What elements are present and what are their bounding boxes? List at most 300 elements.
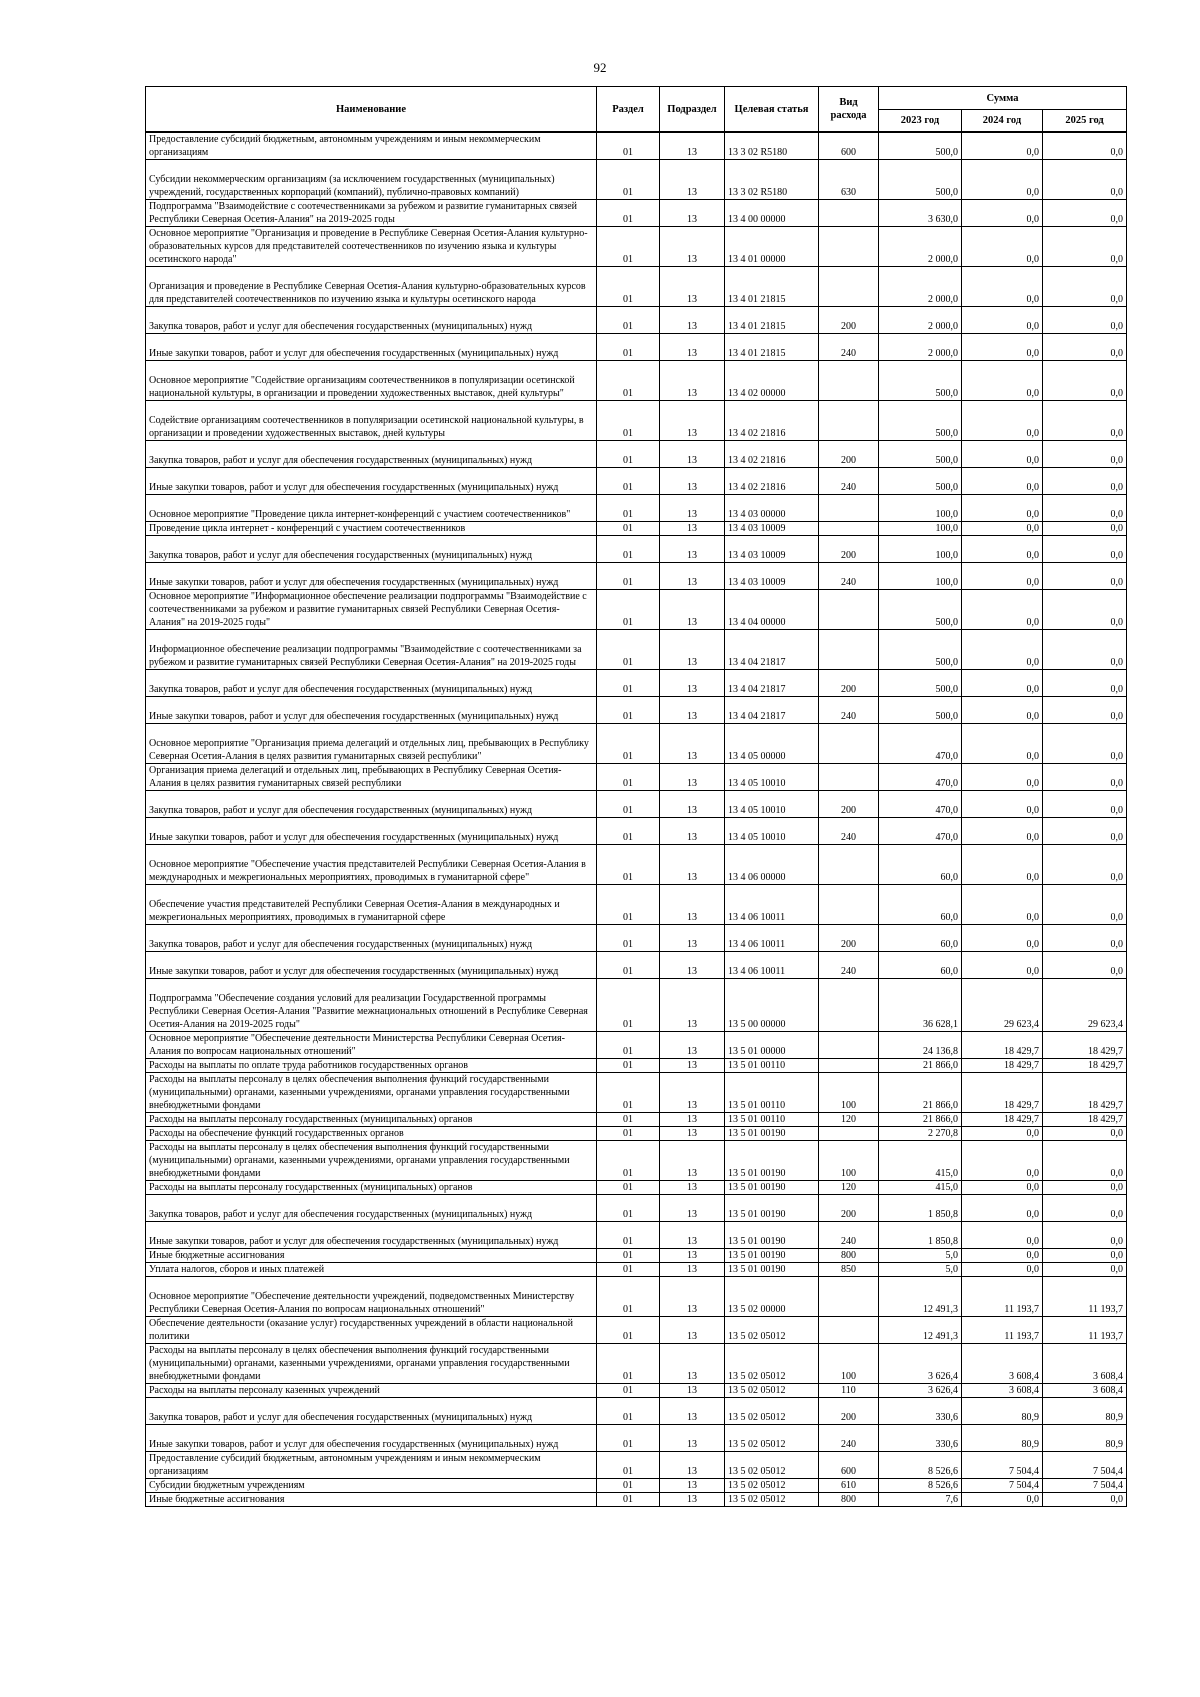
row-name: Основное мероприятие "Организация и проведение в Республике Северная Осетия-Алания культурно-образовательных курсов для представителей соотечественников по изучению языка и культуры осетинского народа" xyxy=(146,227,597,267)
row-name: Иные закупки товаров, работ и услуг для обеспечения государственных (муниципальных) нужд xyxy=(146,563,597,590)
row-expense-type xyxy=(819,1277,879,1317)
row-target-article: 13 5 01 00000 xyxy=(725,1032,819,1059)
row-target-article: 13 5 02 05012 xyxy=(725,1344,819,1384)
row-section: 01 xyxy=(597,1127,660,1141)
row-sum-2025: 0,0 xyxy=(1043,885,1127,925)
row-subsection: 13 xyxy=(660,267,725,307)
table-row xyxy=(146,630,1127,670)
row-sum-2024: 0,0 xyxy=(962,495,1043,522)
table-row xyxy=(146,441,1127,468)
table-row xyxy=(146,267,1127,307)
row-sum-2025: 0,0 xyxy=(1043,1493,1127,1507)
row-sum-2025: 0,0 xyxy=(1043,670,1127,697)
row-sum-2023: 2 270,8 xyxy=(879,1127,962,1141)
row-section: 01 xyxy=(597,1479,660,1493)
row-sum-2023: 12 491,3 xyxy=(879,1317,962,1344)
table-row xyxy=(146,1263,1127,1277)
row-sum-2023: 470,0 xyxy=(879,764,962,791)
table-row xyxy=(146,791,1127,818)
row-name: Основное мероприятие "Организация приема делегаций и отдельных лиц, пребывающих в Республику Северная Осетия-Алания в целях развития гуманитарных связей республики" xyxy=(146,724,597,764)
row-sum-2023: 60,0 xyxy=(879,845,962,885)
row-section: 01 xyxy=(597,441,660,468)
row-expense-type: 800 xyxy=(819,1493,879,1507)
row-subsection: 13 xyxy=(660,441,725,468)
row-target-article: 13 5 01 00190 xyxy=(725,1127,819,1141)
row-sum-2024: 0,0 xyxy=(962,1127,1043,1141)
row-sum-2025: 0,0 xyxy=(1043,697,1127,724)
row-target-article: 13 4 01 21815 xyxy=(725,307,819,334)
row-section: 01 xyxy=(597,952,660,979)
row-expense-type xyxy=(819,1059,879,1073)
row-target-article: 13 3 02 R5180 xyxy=(725,160,819,200)
row-sum-2023: 500,0 xyxy=(879,670,962,697)
row-sum-2025: 0,0 xyxy=(1043,522,1127,536)
row-expense-type xyxy=(819,200,879,227)
row-subsection: 13 xyxy=(660,227,725,267)
row-sum-2025: 0,0 xyxy=(1043,1249,1127,1263)
row-sum-2023: 21 866,0 xyxy=(879,1113,962,1127)
row-sum-2023: 500,0 xyxy=(879,697,962,724)
row-sum-2024: 0,0 xyxy=(962,307,1043,334)
row-expense-type xyxy=(819,724,879,764)
row-name: Иные закупки товаров, работ и услуг для обеспечения государственных (муниципальных) нужд xyxy=(146,468,597,495)
row-sum-2025: 0,0 xyxy=(1043,563,1127,590)
row-section: 01 xyxy=(597,1263,660,1277)
row-subsection: 13 xyxy=(660,1113,725,1127)
row-sum-2024: 0,0 xyxy=(962,885,1043,925)
row-sum-2025: 0,0 xyxy=(1043,1263,1127,1277)
row-target-article: 13 5 00 00000 xyxy=(725,979,819,1032)
row-section: 01 xyxy=(597,1059,660,1073)
table-row xyxy=(146,1452,1127,1479)
table-row xyxy=(146,401,1127,441)
row-subsection: 13 xyxy=(660,522,725,536)
row-subsection: 13 xyxy=(660,590,725,630)
row-sum-2024: 0,0 xyxy=(962,160,1043,200)
row-name: Закупка товаров, работ и услуг для обеспечения государственных (муниципальных) нужд xyxy=(146,670,597,697)
row-section: 01 xyxy=(597,267,660,307)
row-target-article: 13 5 02 05012 xyxy=(725,1398,819,1425)
table-row xyxy=(146,522,1127,536)
row-subsection: 13 xyxy=(660,1073,725,1113)
row-section: 01 xyxy=(597,1277,660,1317)
row-sum-2025: 18 429,7 xyxy=(1043,1113,1127,1127)
row-sum-2024: 0,0 xyxy=(962,563,1043,590)
row-target-article: 13 5 02 05012 xyxy=(725,1493,819,1507)
row-name: Организация и проведение в Республике Северная Осетия-Алания культурно-образовательных курсов для представителей соотечественников по изучению языка и культуры осетинского народа xyxy=(146,267,597,307)
table-row xyxy=(146,536,1127,563)
row-target-article: 13 5 01 00190 xyxy=(725,1249,819,1263)
row-sum-2025: 11 193,7 xyxy=(1043,1317,1127,1344)
row-subsection: 13 xyxy=(660,885,725,925)
row-sum-2025: 0,0 xyxy=(1043,764,1127,791)
table-row xyxy=(146,1113,1127,1127)
table-row xyxy=(146,724,1127,764)
row-name: Иные закупки товаров, работ и услуг для обеспечения государственных (муниципальных) нужд xyxy=(146,697,597,724)
row-sum-2023: 3 626,4 xyxy=(879,1344,962,1384)
row-sum-2023: 1 850,8 xyxy=(879,1195,962,1222)
row-section: 01 xyxy=(597,227,660,267)
row-section: 01 xyxy=(597,818,660,845)
row-sum-2024: 0,0 xyxy=(962,764,1043,791)
row-subsection: 13 xyxy=(660,1195,725,1222)
row-section: 01 xyxy=(597,1493,660,1507)
row-target-article: 13 4 06 10011 xyxy=(725,925,819,952)
row-sum-2024: 0,0 xyxy=(962,1249,1043,1263)
row-sum-2025: 0,0 xyxy=(1043,1222,1127,1249)
row-sum-2025: 0,0 xyxy=(1043,845,1127,885)
row-section: 01 xyxy=(597,979,660,1032)
row-sum-2025: 18 429,7 xyxy=(1043,1059,1127,1073)
row-sum-2024: 80,9 xyxy=(962,1425,1043,1452)
table-row xyxy=(146,885,1127,925)
table-row xyxy=(146,845,1127,885)
row-sum-2024: 11 193,7 xyxy=(962,1277,1043,1317)
row-name: Основное мероприятие "Содействие организациям соотечественников в популяризации осетинской национальной культуры, в организации и проведении художественных выставок, дней культуры" xyxy=(146,361,597,401)
row-sum-2024: 18 429,7 xyxy=(962,1073,1043,1113)
table-row xyxy=(146,1344,1127,1384)
row-target-article: 13 5 02 05012 xyxy=(725,1479,819,1493)
row-name: Подпрограмма "Взаимодействие с соотечественниками за рубежом и развитие гуманитарных связей Республики Северная Осетия-Алания" на 2019-2025 годы xyxy=(146,200,597,227)
row-name: Основное мероприятие "Информационное обеспечение реализации подпрограммы "Взаимодействие с соотечественниками за рубежом и развитие гуманитарных связей Республики Северная Осетия-Алания" на 2019-2025 годы" xyxy=(146,590,597,630)
row-name: Расходы на выплаты персоналу государственных (муниципальных) органов xyxy=(146,1181,597,1195)
row-sum-2025: 0,0 xyxy=(1043,791,1127,818)
header-year-2024: 2024 год xyxy=(962,110,1043,133)
row-section: 01 xyxy=(597,334,660,361)
row-section: 01 xyxy=(597,764,660,791)
row-expense-type xyxy=(819,885,879,925)
row-sum-2023: 60,0 xyxy=(879,952,962,979)
row-sum-2023: 5,0 xyxy=(879,1249,962,1263)
row-sum-2025: 0,0 xyxy=(1043,267,1127,307)
row-expense-type xyxy=(819,764,879,791)
row-target-article: 13 4 04 21817 xyxy=(725,697,819,724)
row-name: Предоставление субсидий бюджетным, автономным учреждениям и иным некоммерческим организациям xyxy=(146,1452,597,1479)
row-name: Закупка товаров, работ и услуг для обеспечения государственных (муниципальных) нужд xyxy=(146,791,597,818)
row-section: 01 xyxy=(597,1398,660,1425)
row-section: 01 xyxy=(597,563,660,590)
row-name: Расходы на выплаты персоналу в целях обеспечения выполнения функций государственными (муниципальными) органами, казенными учреждениями, органами управления государственными внебюджетными фондами xyxy=(146,1141,597,1181)
row-expense-type xyxy=(819,590,879,630)
table-row xyxy=(146,1384,1127,1398)
row-sum-2023: 500,0 xyxy=(879,468,962,495)
row-expense-type xyxy=(819,495,879,522)
row-subsection: 13 xyxy=(660,401,725,441)
row-section: 01 xyxy=(597,670,660,697)
table-row xyxy=(146,1127,1127,1141)
row-expense-type: 120 xyxy=(819,1113,879,1127)
table-row xyxy=(146,670,1127,697)
row-target-article: 13 5 01 00110 xyxy=(725,1113,819,1127)
row-expense-type xyxy=(819,361,879,401)
row-name: Иные закупки товаров, работ и услуг для обеспечения государственных (муниципальных) нужд xyxy=(146,334,597,361)
row-expense-type xyxy=(819,401,879,441)
row-target-article: 13 5 01 00110 xyxy=(725,1059,819,1073)
row-name: Закупка товаров, работ и услуг для обеспечения государственных (муниципальных) нужд xyxy=(146,536,597,563)
row-sum-2023: 1 850,8 xyxy=(879,1222,962,1249)
row-sum-2025: 0,0 xyxy=(1043,334,1127,361)
row-subsection: 13 xyxy=(660,1479,725,1493)
row-sum-2023: 500,0 xyxy=(879,132,962,160)
budget-table xyxy=(145,86,1127,1507)
row-target-article: 13 3 02 R5180 xyxy=(725,132,819,160)
table-row xyxy=(146,764,1127,791)
row-sum-2025: 18 429,7 xyxy=(1043,1032,1127,1059)
row-sum-2025: 18 429,7 xyxy=(1043,1073,1127,1113)
table-row xyxy=(146,160,1127,200)
row-sum-2024: 0,0 xyxy=(962,200,1043,227)
row-expense-type xyxy=(819,1317,879,1344)
row-subsection: 13 xyxy=(660,979,725,1032)
row-subsection: 13 xyxy=(660,200,725,227)
row-sum-2023: 8 526,6 xyxy=(879,1452,962,1479)
row-sum-2023: 2 000,0 xyxy=(879,227,962,267)
row-name: Содействие организациям соотечественников в популяризации осетинской национальной культуры, в организации и проведении художественных выставок, дней культуры xyxy=(146,401,597,441)
row-expense-type: 240 xyxy=(819,334,879,361)
row-sum-2023: 500,0 xyxy=(879,590,962,630)
row-expense-type: 200 xyxy=(819,1398,879,1425)
row-section: 01 xyxy=(597,1425,660,1452)
row-name: Подпрограмма "Обеспечение создания условий для реализации Государственной программы Республики Северная Осетия-Алания "Развитие межнациональных отношений в Республике Северная Осетия-Алания на 2019-2025 годы" xyxy=(146,979,597,1032)
row-expense-type: 200 xyxy=(819,441,879,468)
row-sum-2025: 3 608,4 xyxy=(1043,1344,1127,1384)
row-sum-2023: 330,6 xyxy=(879,1398,962,1425)
row-sum-2024: 18 429,7 xyxy=(962,1059,1043,1073)
row-subsection: 13 xyxy=(660,307,725,334)
row-name: Обеспечение деятельности (оказание услуг) государственных учреждений в области национальной политики xyxy=(146,1317,597,1344)
row-name: Расходы на выплаты персоналу в целях обеспечения выполнения функций государственными (муниципальными) органами, казенными учреждениями, органами управления государственными внебюджетными фондами xyxy=(146,1073,597,1113)
row-sum-2024: 80,9 xyxy=(962,1398,1043,1425)
table-row xyxy=(146,468,1127,495)
row-target-article: 13 4 01 00000 xyxy=(725,227,819,267)
row-section: 01 xyxy=(597,697,660,724)
row-sum-2023: 100,0 xyxy=(879,522,962,536)
row-sum-2023: 100,0 xyxy=(879,536,962,563)
row-sum-2025: 80,9 xyxy=(1043,1425,1127,1452)
table-row xyxy=(146,1425,1127,1452)
row-sum-2023: 2 000,0 xyxy=(879,307,962,334)
row-section: 01 xyxy=(597,885,660,925)
row-expense-type: 100 xyxy=(819,1141,879,1181)
row-sum-2023: 8 526,6 xyxy=(879,1479,962,1493)
row-section: 01 xyxy=(597,495,660,522)
row-name: Предоставление субсидий бюджетным, автономным учреждениям и иным некоммерческим организациям xyxy=(146,132,597,160)
row-expense-type: 200 xyxy=(819,307,879,334)
table-row xyxy=(146,200,1127,227)
table-row xyxy=(146,361,1127,401)
row-section: 01 xyxy=(597,845,660,885)
row-name: Закупка товаров, работ и услуг для обеспечения государственных (муниципальных) нужд xyxy=(146,441,597,468)
row-subsection: 13 xyxy=(660,1317,725,1344)
row-sum-2024: 3 608,4 xyxy=(962,1384,1043,1398)
row-target-article: 13 4 06 00000 xyxy=(725,845,819,885)
table-row xyxy=(146,1222,1127,1249)
row-subsection: 13 xyxy=(660,1059,725,1073)
row-target-article: 13 5 02 05012 xyxy=(725,1317,819,1344)
row-sum-2025: 0,0 xyxy=(1043,925,1127,952)
row-sum-2024: 0,0 xyxy=(962,1263,1043,1277)
row-target-article: 13 4 03 10009 xyxy=(725,536,819,563)
row-section: 01 xyxy=(597,522,660,536)
row-sum-2023: 60,0 xyxy=(879,925,962,952)
table-row xyxy=(146,1141,1127,1181)
row-sum-2024: 3 608,4 xyxy=(962,1344,1043,1384)
row-sum-2024: 7 504,4 xyxy=(962,1452,1043,1479)
row-sum-2024: 0,0 xyxy=(962,697,1043,724)
row-subsection: 13 xyxy=(660,1452,725,1479)
row-sum-2025: 0,0 xyxy=(1043,495,1127,522)
row-sum-2025: 3 608,4 xyxy=(1043,1384,1127,1398)
row-target-article: 13 4 06 10011 xyxy=(725,885,819,925)
row-sum-2025: 0,0 xyxy=(1043,200,1127,227)
row-target-article: 13 5 01 00190 xyxy=(725,1181,819,1195)
row-expense-type: 200 xyxy=(819,791,879,818)
row-sum-2024: 0,0 xyxy=(962,818,1043,845)
row-section: 01 xyxy=(597,1032,660,1059)
row-sum-2025: 0,0 xyxy=(1043,590,1127,630)
row-section: 01 xyxy=(597,630,660,670)
table-row xyxy=(146,952,1127,979)
row-subsection: 13 xyxy=(660,1384,725,1398)
row-name: Основное мероприятие "Проведение цикла интернет-конференций с участием соотечественников" xyxy=(146,495,597,522)
row-sum-2025: 0,0 xyxy=(1043,536,1127,563)
row-sum-2025: 0,0 xyxy=(1043,401,1127,441)
row-expense-type xyxy=(819,845,879,885)
row-expense-type: 800 xyxy=(819,1249,879,1263)
row-expense-type: 240 xyxy=(819,468,879,495)
row-target-article: 13 5 02 00000 xyxy=(725,1277,819,1317)
row-subsection: 13 xyxy=(660,1127,725,1141)
row-section: 01 xyxy=(597,200,660,227)
row-sum-2025: 11 193,7 xyxy=(1043,1277,1127,1317)
row-expense-type: 100 xyxy=(819,1073,879,1113)
row-target-article: 13 4 04 21817 xyxy=(725,670,819,697)
row-expense-type xyxy=(819,630,879,670)
row-expense-type xyxy=(819,1032,879,1059)
row-expense-type xyxy=(819,522,879,536)
row-sum-2024: 0,0 xyxy=(962,522,1043,536)
row-name: Иные закупки товаров, работ и услуг для обеспечения государственных (муниципальных) нужд xyxy=(146,952,597,979)
table-row xyxy=(146,495,1127,522)
row-subsection: 13 xyxy=(660,1141,725,1181)
row-section: 01 xyxy=(597,1384,660,1398)
row-subsection: 13 xyxy=(660,132,725,160)
row-expense-type: 200 xyxy=(819,670,879,697)
header-subsection: Подраздел xyxy=(660,87,725,133)
row-section: 01 xyxy=(597,1317,660,1344)
row-name: Расходы на обеспечение функций государственных органов xyxy=(146,1127,597,1141)
row-subsection: 13 xyxy=(660,1344,725,1384)
row-target-article: 13 4 05 10010 xyxy=(725,791,819,818)
row-subsection: 13 xyxy=(660,1222,725,1249)
row-name: Информационное обеспечение реализации подпрограммы "Взаимодействие с соотечественниками за рубежом и развитие гуманитарных связей Республики Северная Осетия-Алания" на 2019-2025 годы xyxy=(146,630,597,670)
row-sum-2023: 7,6 xyxy=(879,1493,962,1507)
table-row xyxy=(146,1249,1127,1263)
row-target-article: 13 5 01 00110 xyxy=(725,1073,819,1113)
row-section: 01 xyxy=(597,1452,660,1479)
row-sum-2023: 470,0 xyxy=(879,818,962,845)
row-name: Расходы на выплаты по оплате труда работников государственных органов xyxy=(146,1059,597,1073)
row-subsection: 13 xyxy=(660,361,725,401)
row-name: Организация приема делегаций и отдельных лиц, пребывающих в Республику Северная Осетия-Алания в целях развития гуманитарных связей республики xyxy=(146,764,597,791)
row-section: 01 xyxy=(597,1141,660,1181)
row-section: 01 xyxy=(597,1073,660,1113)
row-sum-2024: 11 193,7 xyxy=(962,1317,1043,1344)
row-sum-2024: 0,0 xyxy=(962,925,1043,952)
row-subsection: 13 xyxy=(660,630,725,670)
row-sum-2024: 29 623,4 xyxy=(962,979,1043,1032)
table-row xyxy=(146,1479,1127,1493)
table-row xyxy=(146,1398,1127,1425)
row-sum-2024: 7 504,4 xyxy=(962,1479,1043,1493)
row-target-article: 13 5 01 00190 xyxy=(725,1195,819,1222)
row-sum-2023: 36 628,1 xyxy=(879,979,962,1032)
row-sum-2025: 7 504,4 xyxy=(1043,1452,1127,1479)
header-sum: Сумма xyxy=(879,87,1127,110)
row-sum-2023: 415,0 xyxy=(879,1181,962,1195)
row-expense-type: 240 xyxy=(819,818,879,845)
row-sum-2024: 0,0 xyxy=(962,1141,1043,1181)
table-row xyxy=(146,132,1127,160)
row-sum-2024: 0,0 xyxy=(962,227,1043,267)
row-target-article: 13 4 05 00000 xyxy=(725,724,819,764)
row-target-article: 13 5 01 00190 xyxy=(725,1141,819,1181)
row-sum-2023: 500,0 xyxy=(879,441,962,468)
row-name: Иные закупки товаров, работ и услуг для обеспечения государственных (муниципальных) нужд xyxy=(146,1222,597,1249)
row-target-article: 13 4 01 21815 xyxy=(725,334,819,361)
row-sum-2024: 0,0 xyxy=(962,267,1043,307)
table-row xyxy=(146,1277,1127,1317)
row-sum-2023: 21 866,0 xyxy=(879,1059,962,1073)
row-target-article: 13 4 03 10009 xyxy=(725,563,819,590)
row-section: 01 xyxy=(597,1195,660,1222)
row-sum-2023: 100,0 xyxy=(879,563,962,590)
row-name: Иные бюджетные ассигнования xyxy=(146,1249,597,1263)
row-section: 01 xyxy=(597,1249,660,1263)
row-section: 01 xyxy=(597,1222,660,1249)
row-sum-2025: 0,0 xyxy=(1043,818,1127,845)
row-sum-2024: 0,0 xyxy=(962,590,1043,630)
row-subsection: 13 xyxy=(660,1032,725,1059)
row-name: Основное мероприятие "Обеспечение участия представителей Республики Северная Осетия-Алания в международных и межрегиональных мероприятиях, проводимых в гуманитарной сфере" xyxy=(146,845,597,885)
row-sum-2023: 3 630,0 xyxy=(879,200,962,227)
row-name: Уплата налогов, сборов и иных платежей xyxy=(146,1263,597,1277)
row-section: 01 xyxy=(597,307,660,334)
row-expense-type xyxy=(819,979,879,1032)
row-section: 01 xyxy=(597,1344,660,1384)
row-sum-2024: 0,0 xyxy=(962,334,1043,361)
row-target-article: 13 4 04 21817 xyxy=(725,630,819,670)
row-target-article: 13 4 02 21816 xyxy=(725,441,819,468)
row-subsection: 13 xyxy=(660,764,725,791)
row-sum-2025: 0,0 xyxy=(1043,1195,1127,1222)
row-name: Основное мероприятие "Обеспечение деятельности учреждений, подведомственных Министерству Республики Северная Осетия-Алания по вопросам национальных отношений" xyxy=(146,1277,597,1317)
header-target: Целевая статья xyxy=(725,87,819,133)
row-expense-type: 240 xyxy=(819,1425,879,1452)
row-sum-2025: 0,0 xyxy=(1043,1127,1127,1141)
row-subsection: 13 xyxy=(660,1425,725,1452)
table-row xyxy=(146,1073,1127,1113)
table-row xyxy=(146,334,1127,361)
row-name: Закупка товаров, работ и услуг для обеспечения государственных (муниципальных) нужд xyxy=(146,1398,597,1425)
row-sum-2024: 0,0 xyxy=(962,1195,1043,1222)
row-sum-2023: 5,0 xyxy=(879,1263,962,1277)
row-target-article: 13 4 00 00000 xyxy=(725,200,819,227)
row-sum-2023: 415,0 xyxy=(879,1141,962,1181)
row-name: Закупка товаров, работ и услуг для обеспечения государственных (муниципальных) нужд xyxy=(146,925,597,952)
row-expense-type: 110 xyxy=(819,1384,879,1398)
row-section: 01 xyxy=(597,132,660,160)
